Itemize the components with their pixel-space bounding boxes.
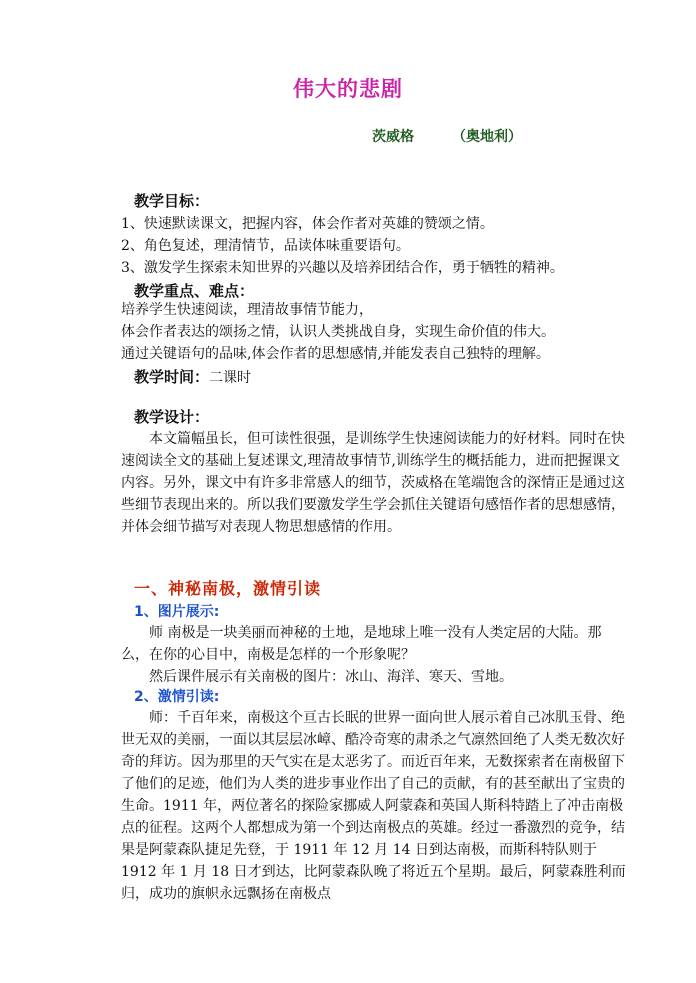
sub1-heading: 1、图片展示: [134, 604, 220, 620]
author-line [372, 126, 522, 146]
time-heading: 教学时间： [134, 368, 210, 386]
author-name: 茨威格 [372, 129, 414, 145]
keypoints-heading: 教学重点、难点： [134, 282, 255, 300]
objective-item-3: 3、激发学生探索未知世界的兴趣以及培养团结合作，勇于牺牲的精神。 [121, 260, 564, 276]
author-country: （奥地利） [452, 129, 522, 145]
sub1-paragraph-1: 师 南极是一块美丽而神秘的土地，是地球上唯一没有人类定居的大陆。那么，在你的心目中，南极是怎样的一个形象呢？ [121, 625, 602, 663]
section1-heading: 一、神秘南极，激情引读 [134, 579, 322, 598]
sub2-paragraph: 师：千百年来，南极这个亘古长眠的世界一面向世人展示着自己冰肌玉骨、绝世无双的美丽，一面以其层层冰嶂、酷冷奇寒的肃杀之气凛然回绝了人类无数次好奇的拜访。因为那里的天气实在是太恶劣了。而近百年来，无数探索者在南极留下了他们的足迹，他们为人类的进步事业作出了自己的贡献，有的甚至献出了宝贵的生命。1911 年，两位著名的探险家挪威人阿蒙森和英国人斯科特踏上了冲击南极点的征程。这两个人都想成为第一个到达南极点的英雄。经过一番激烈的竞争，结果是阿蒙森队捷足先登，于 1911 年 12 月 14 日到达南极，而斯科特队则于 1912 年 1 月 18 日才到达，比阿蒙森队晚了将近五个星期。最后，阿蒙森胜利而归，成功的旗帜永远飘扬在南极点 [121, 710, 626, 902]
objectives-heading: 教学目标： [134, 192, 210, 210]
sub2-paragraph-block [121, 707, 626, 905]
time-value: 二课时 [209, 370, 252, 386]
design-heading: 教学设计： [134, 408, 210, 426]
keypoint-item-2: 体会作者表达的颂扬之情，认识人类挑战自身，实现生命价值的伟大。 [121, 324, 555, 340]
design-paragraph: 本文篇幅虽长，但可读性很强，是训练学生快速阅读能力的好材料。同时在快速阅读全文的基础上复述课文,理清故事情节,训练学生的概括能力，进而把握课文内容。另外，课文中有许多非常感人的细节，茨威格在笔端饱含的深情正是通过这些细节表现出来的。所以我们要激发学生学会抓住关键语句感悟作者的思想感情，并体会细节描写对表现人物思想感情的作用。 [121, 431, 625, 535]
keypoint-item-3: 通过关键语句的品味,体会作者的思想感情,并能发表自己独特的理解。 [121, 346, 550, 362]
objective-item-2: 2、角色复述，理清情节，品读体味重要语句。 [121, 238, 410, 254]
document-title: 伟大的悲剧 [293, 77, 403, 101]
keypoint-item-1: 培养学生快速阅读，理清故事情节能力， [121, 302, 373, 318]
objective-item-1: 1、快速默读课文，把握内容，体会作者对英雄的赞颂之情。 [121, 216, 494, 232]
design-paragraph-block [121, 428, 626, 538]
sub1-paragraph-2: 然后课件展示有关南极的图片：冰山、海洋、寒天、雪地。 [149, 669, 513, 685]
time-row [134, 366, 251, 387]
sub1-paragraphs [121, 622, 626, 688]
sub2-heading: 2、激情引读: [134, 689, 220, 705]
